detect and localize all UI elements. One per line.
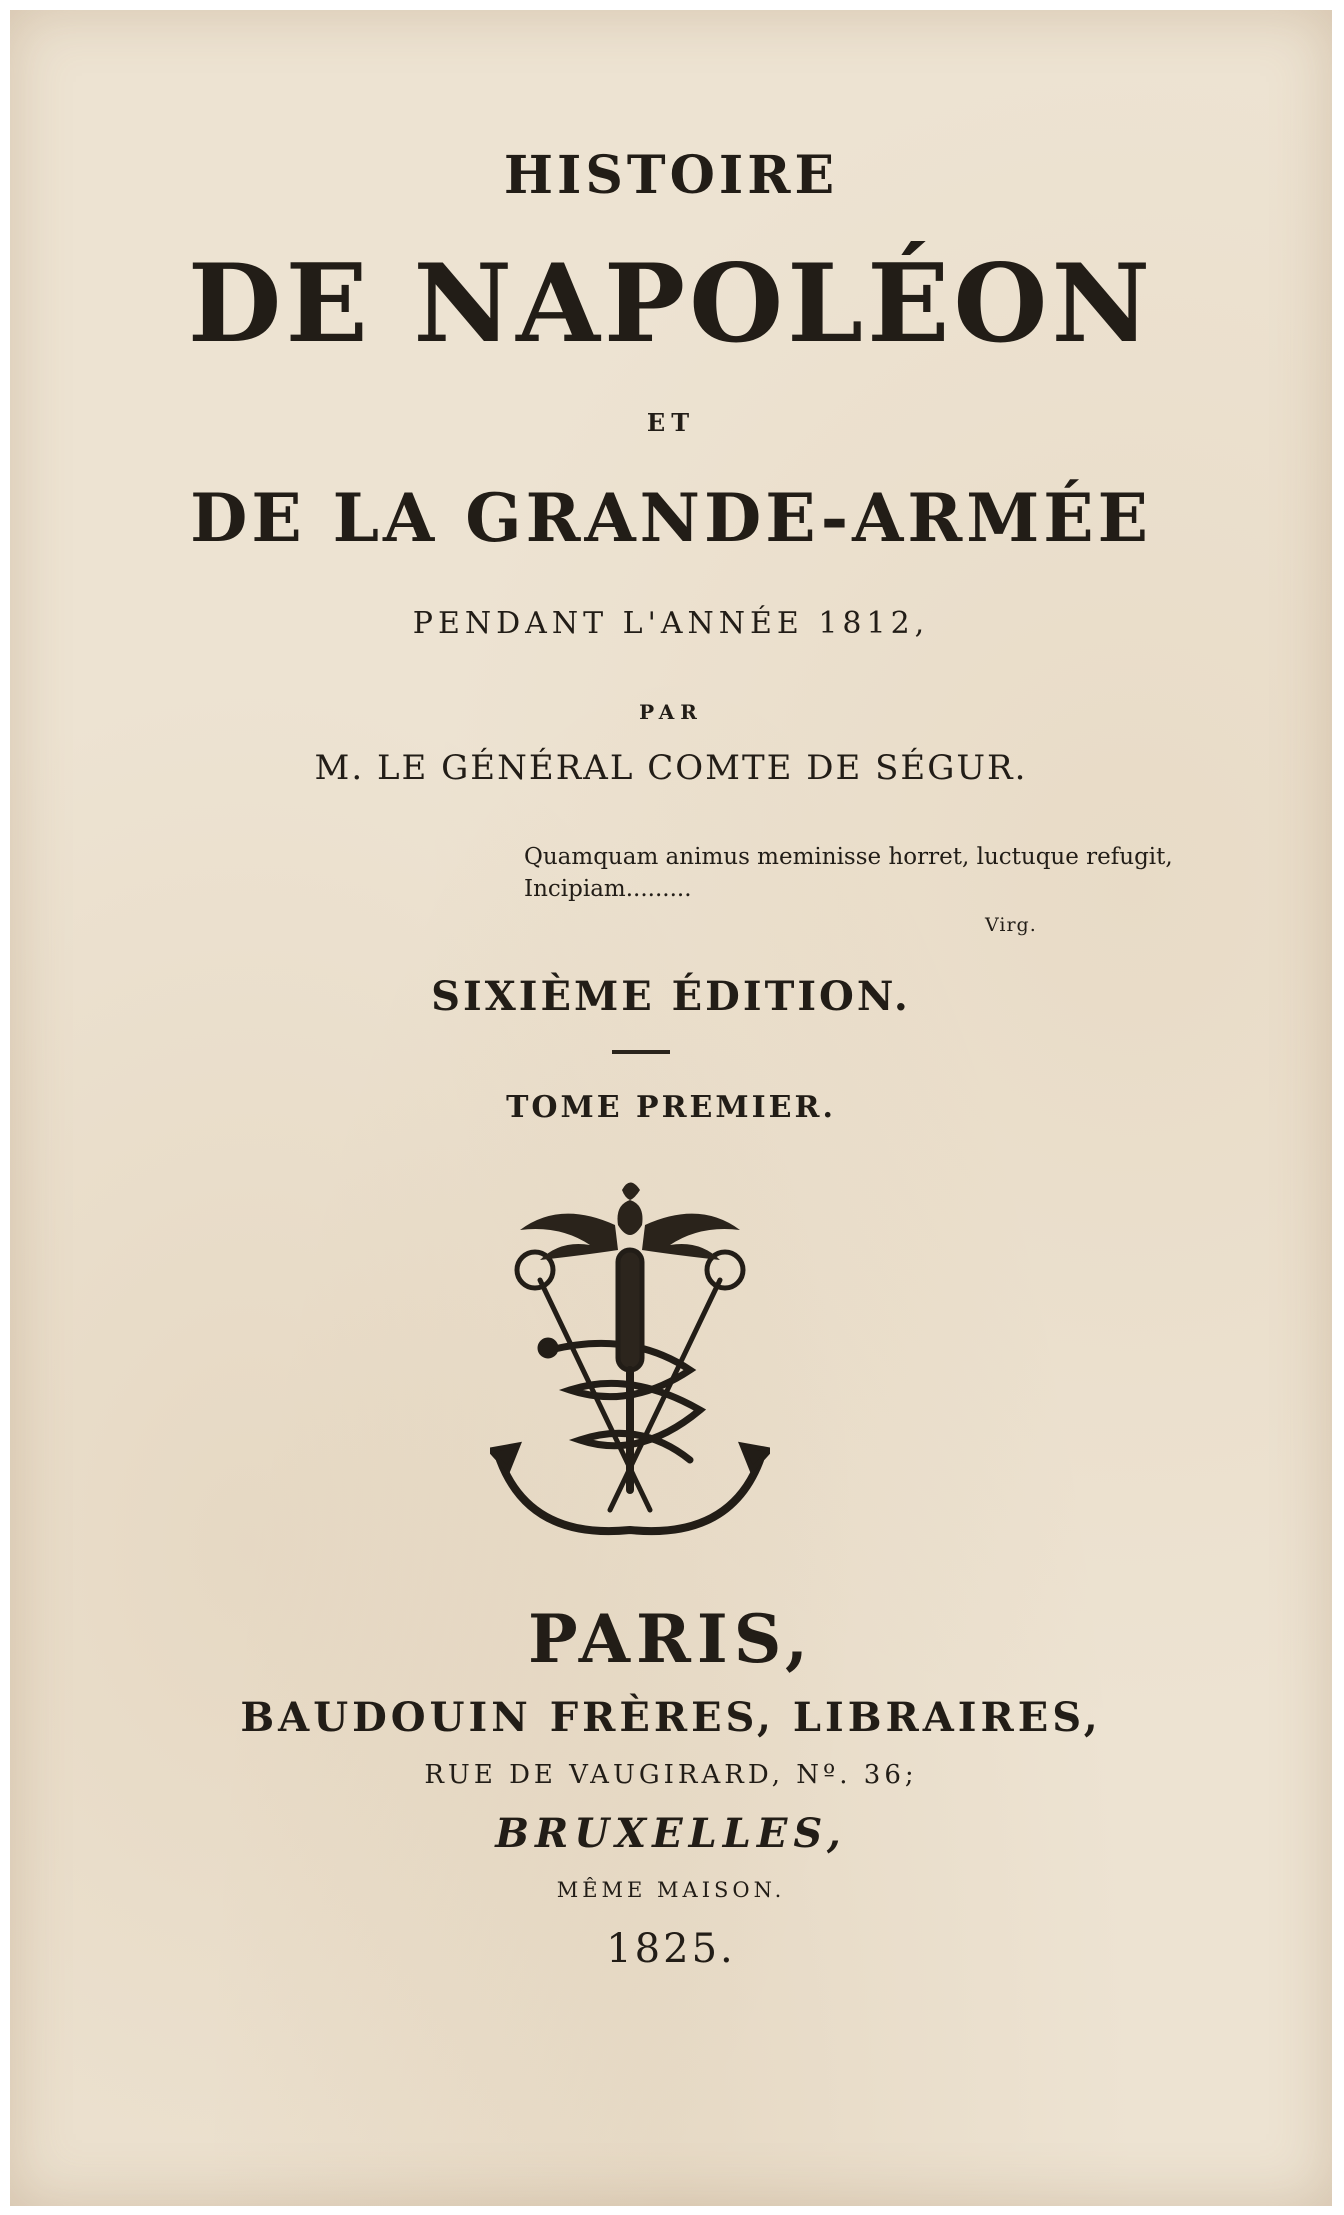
imprint-city: PARIS, (527, 1600, 815, 1678)
title-line-et: ET (646, 408, 696, 437)
imprint-year: 1825. (606, 1926, 736, 1972)
title-line-grande-armee: DE LA GRANDE-ARMÉE (190, 479, 1152, 557)
eagle-anchor-serpent-emblem-icon (490, 1170, 770, 1560)
imprint-address: RUE DE VAUGIRARD, Nº. 36; (424, 1760, 918, 1790)
title-page (10, 10, 1332, 2206)
divider-rule (612, 1050, 670, 1054)
epigraph-line-2: Incipiam......... (524, 876, 692, 902)
epigraph-source: Virg. (985, 914, 1037, 936)
imprint-publisher: BAUDOUIN FRÈRES, LIBRAIRES, (240, 1694, 1102, 1741)
title-line-napoleon: DE NAPOLÉON (187, 241, 1155, 367)
author-name: M. LE GÉNÉRAL COMTE DE SÉGUR. (314, 748, 1028, 788)
volume-label: TOME PREMIER. (506, 1090, 836, 1125)
by-label: PAR (639, 700, 703, 724)
imprint-city-2: BRUXELLES, (495, 1810, 847, 1857)
edition-label: SIXIÈME ÉDITION. (431, 973, 911, 1020)
imprint-same-house: MÊME MAISON. (556, 1878, 786, 1902)
subtitle-year: PENDANT L'ANNÉE 1812, (412, 606, 930, 641)
title-line-histoire: HISTOIRE (503, 145, 839, 206)
epigraph-line-1: Quamquam animus meminisse horret, luctuque refugit, (524, 844, 1173, 870)
epigraph (524, 844, 1173, 908)
